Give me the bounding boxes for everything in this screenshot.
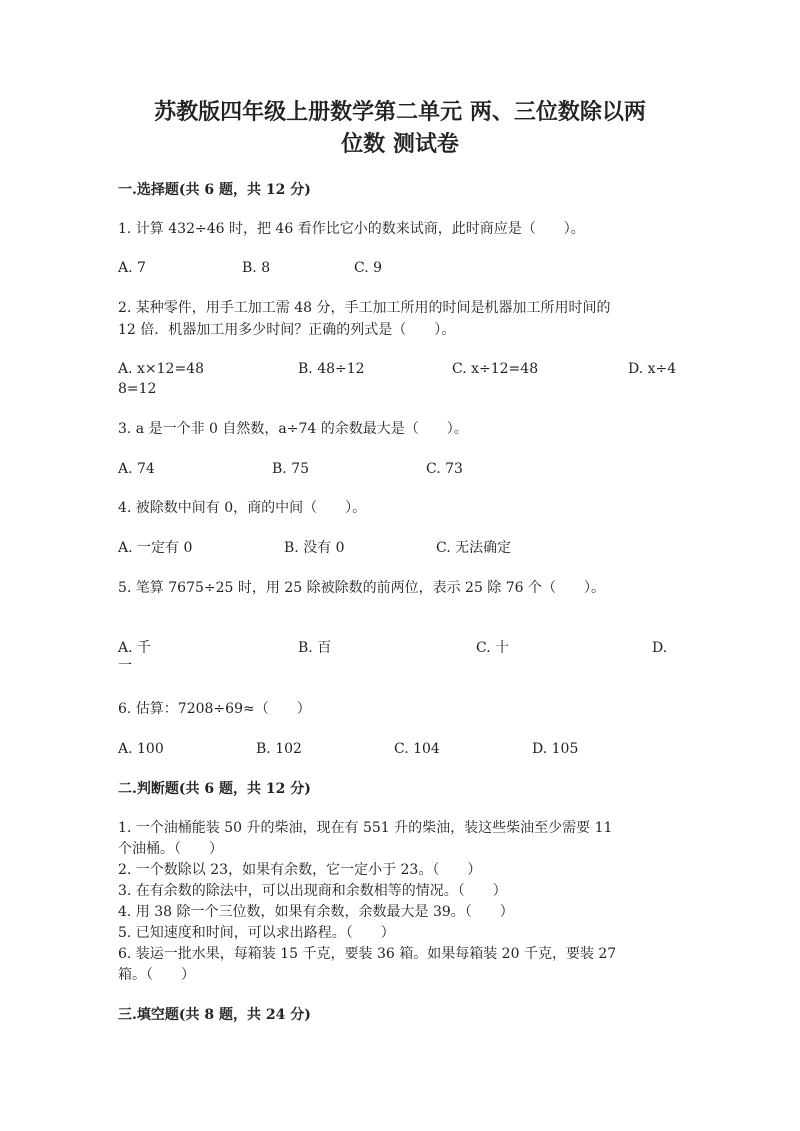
judge-line: 1. 一个油桶能装 50 升的柴油，现在有 551 升的柴油，装这些柴油至少需要 11 bbox=[118, 820, 613, 836]
judge-line: 箱。（ ） bbox=[118, 967, 195, 983]
option-a: A. 一定有 0 bbox=[118, 540, 193, 556]
judge-line: 3. 在有余数的除法中，可以出现商和余数相等的情况。（ ） bbox=[118, 883, 507, 899]
option-c: C. 无法确定 bbox=[436, 540, 512, 556]
option-d-wrap: 一 bbox=[118, 658, 132, 674]
option-b: B. 102 bbox=[256, 741, 302, 757]
question-3-options bbox=[118, 458, 678, 502]
option-c: C. 73 bbox=[426, 461, 463, 477]
document-title bbox=[100, 96, 700, 160]
question-4-options bbox=[118, 537, 678, 581]
option-a: A. 74 bbox=[118, 461, 155, 477]
option-a: A. 千 bbox=[118, 640, 152, 656]
question-3-stem: 3. a 是一个非 0 自然数，a÷74 的余数最大是（ ）。 bbox=[118, 421, 468, 437]
section-heading-judge: 二.判断题(共 6 题，共 12 分) bbox=[118, 781, 311, 797]
option-b: B. 8 bbox=[242, 260, 271, 276]
option-c: C. 104 bbox=[394, 741, 440, 757]
option-a: A. 7 bbox=[118, 260, 146, 276]
option-d: D. x÷4 bbox=[628, 361, 677, 377]
question-6-stem: 6. 估算：7208÷69≈（ ） bbox=[118, 701, 311, 717]
question-2-stem-line-2: 12 倍．机器加工用多少时间？正确的列式是（ ）。 bbox=[118, 322, 456, 338]
question-1-options bbox=[118, 257, 678, 301]
option-b: B. 没有 0 bbox=[284, 540, 345, 556]
question-2-stem bbox=[118, 297, 678, 341]
question-5-options bbox=[118, 637, 678, 681]
option-a: A. 100 bbox=[118, 741, 164, 757]
question-2-stem-line-1: 2. 某种零件，用手工加工需 48 分，手工加工所用的时间是机器加工所用时间的 bbox=[118, 300, 611, 316]
question-5-stem: 5. 笔算 7675÷25 时，用 25 除被除数的前两位，表示 25 除 76 个（ ）。 bbox=[118, 580, 606, 596]
judge-line: 4. 用 38 除一个三位数，如果有余数，余数最大是 39。（ ） bbox=[118, 904, 514, 920]
judge-line: 5. 已知速度和时间，可以求出路程。（ ） bbox=[118, 925, 395, 941]
option-c: C. x÷12=48 bbox=[452, 361, 539, 377]
option-b: B. 48÷12 bbox=[298, 361, 365, 377]
question-2-options bbox=[118, 358, 678, 402]
option-a: A. x×12=48 bbox=[118, 361, 204, 377]
judge-line: 2. 一个数除以 23，如果有余数，它一定小于 23。（ ） bbox=[118, 862, 482, 878]
option-b: B. 百 bbox=[298, 640, 332, 656]
section-heading-choice: 一.选择题(共 6 题，共 12 分) bbox=[118, 182, 311, 198]
title-line-2: 位数 测试卷 bbox=[341, 131, 459, 157]
judge-line: 个油桶。（ ） bbox=[118, 841, 223, 857]
question-4-stem: 4. 被除数中间有 0，商的中间（ ）。 bbox=[118, 500, 367, 516]
option-d: D. bbox=[652, 640, 668, 656]
judge-questions bbox=[118, 818, 678, 986]
option-c: C. 9 bbox=[354, 260, 383, 276]
title-line-1: 苏教版四年级上册数学第二单元 两、三位数除以两 bbox=[154, 99, 646, 125]
option-d-wrap: 8=12 bbox=[118, 381, 157, 397]
question-1-stem: 1. 计算 432÷46 时，把 46 看作比它小的数来试商，此时商应是（ ）。 bbox=[118, 221, 585, 237]
question-6-options bbox=[118, 738, 678, 782]
section-heading-fill: 三.填空题(共 8 题，共 24 分) bbox=[118, 1007, 311, 1023]
option-c: C. 十 bbox=[476, 640, 510, 656]
option-b: B. 75 bbox=[272, 461, 310, 477]
option-d: D. 105 bbox=[532, 741, 579, 757]
judge-line: 6. 装运一批水果，每箱装 15 千克，要装 36 箱。如果每箱装 20 千克，要装 27 bbox=[118, 946, 617, 962]
